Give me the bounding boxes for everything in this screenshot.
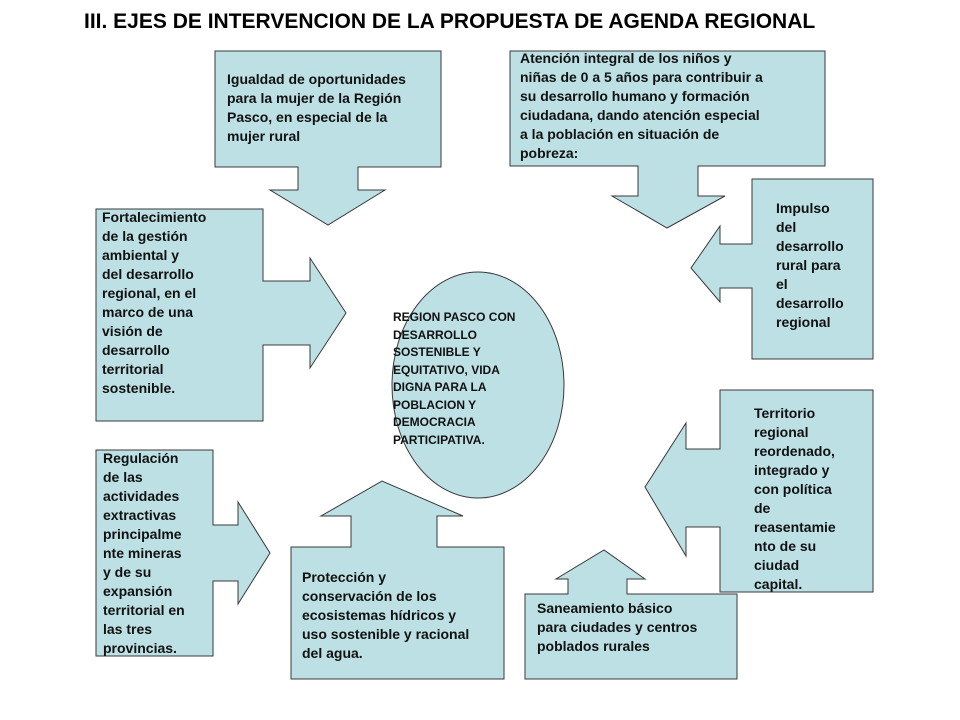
axis-territorio-text: Territorio regional reordenado, integrado y con política de reasentamie nto de su ciudad capital. [754,405,836,592]
axis-impulso-text: Impulso del desarrollo rural para el desarrollo regional [776,200,844,330]
axis-fortalecimiento-text: Fortalecimiento de la gestión ambiental y del desarrollo regional, en el marco de una visión de desarrollo territorial sostenible. [102,209,207,396]
axis-regulacion-text: Regulación de las actividades extractivas principalme nte mineras y de su expansión territorial en las tres provincias. [103,450,185,656]
axis-igualdad-text: Igualdad de oportunidades para la mujer de la Región Pasco, en especial de la mujer rural [227,71,406,144]
center-goal-text: REGION PASCO CON DESARROLLO SOSTENIBLE Y EQUITATIVO, VIDA DIGNA PARA LA POBLACION Y DEMOCRACIA PARTICIPATIVA. [393,310,516,447]
page-title: III. EJES DE INTERVENCION DE LA PROPUESTA DE AGENDA REGIONAL [84,10,816,33]
axis-atencion-text: Atención integral de los niños y niñas de 0 a 5 años para contribuir a su desarrollo humano y formación ciudadana, dando atención especial a la población en situación de pobreza: [520,50,763,161]
axis-proteccion-text: Protección y conservación de los ecosistemas hídricos y uso sostenible y racional del agua. [302,569,470,661]
axis-saneamiento-text: Saneamiento básico para ciudades y centros poblados rurales [537,600,698,654]
